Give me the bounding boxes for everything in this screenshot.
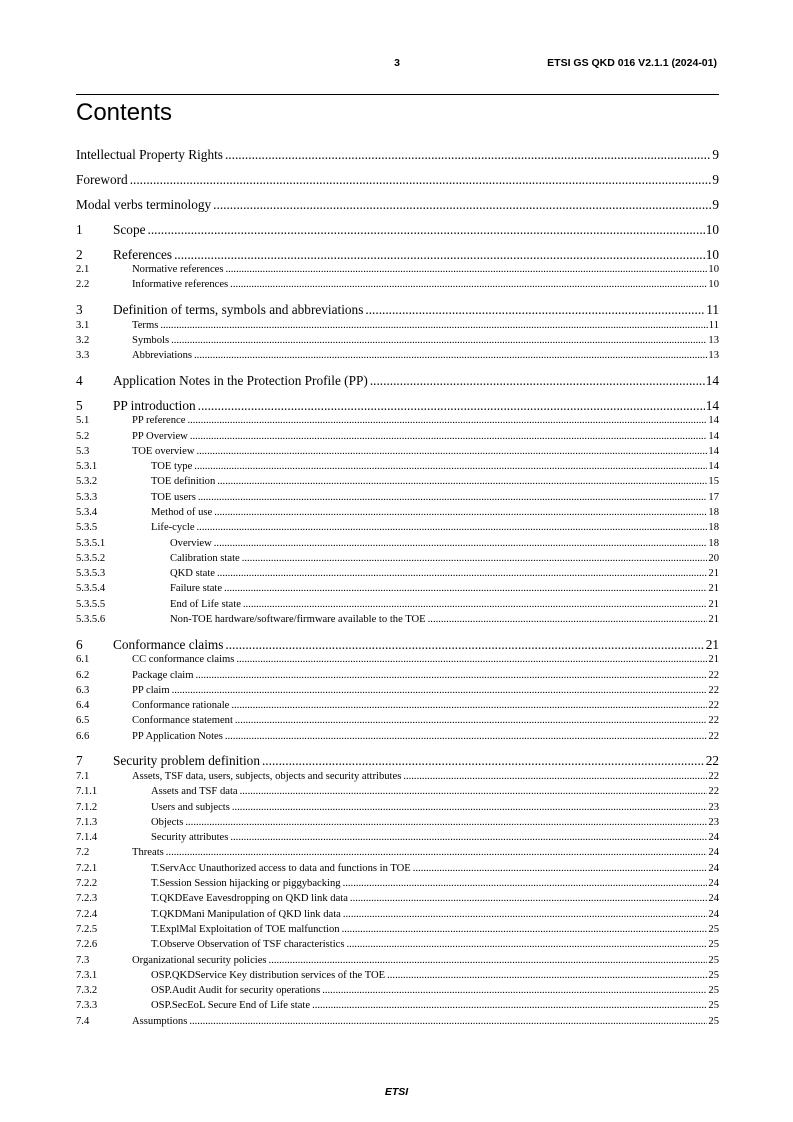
toc-dot-leader xyxy=(240,784,708,799)
toc-dot-leader xyxy=(312,998,707,1013)
toc-dot-leader xyxy=(130,172,712,188)
toc-entry-page: 24 xyxy=(708,847,719,859)
toc-entry-page: 22 xyxy=(708,770,719,782)
toc-entry-title: Conformance statement xyxy=(132,715,233,727)
toc-entry[interactable] xyxy=(76,459,719,474)
toc-entry-title: Application Notes in the Protection Profile (PP) xyxy=(113,372,368,388)
toc-entry[interactable] xyxy=(76,683,719,698)
toc-dot-leader xyxy=(322,983,707,998)
toc-entry-number: 7.2.4 xyxy=(76,908,98,920)
toc-entry[interactable] xyxy=(76,729,719,744)
toc-dot-leader xyxy=(224,581,707,596)
toc-entry-number: 2.1 xyxy=(76,264,90,276)
toc-dot-leader xyxy=(242,551,708,566)
toc-entry-page: 13 xyxy=(708,350,719,362)
toc-entry-number: 6.2 xyxy=(76,669,90,681)
toc-dot-leader xyxy=(428,612,708,627)
toc-entry-title: Calibration state xyxy=(170,552,240,564)
toc-dot-leader xyxy=(343,907,708,922)
toc-entry[interactable] xyxy=(76,953,719,968)
toc-entry-number: 7.2.1 xyxy=(76,862,98,874)
toc-entry-number: 7.1.1 xyxy=(76,786,98,798)
toc-entry-title: Non-TOE hardware/software/firmware available to the TOE xyxy=(170,614,426,626)
toc-entry-page: 10 xyxy=(705,246,719,262)
toc-entry[interactable] xyxy=(76,998,719,1013)
toc-dot-leader xyxy=(198,490,708,505)
toc-entry-title: CC conformance claims xyxy=(132,654,235,666)
toc-entry-page: 21 xyxy=(708,614,719,626)
toc-entry[interactable] xyxy=(76,891,719,906)
toc-entry-title: Conformance claims xyxy=(113,636,224,652)
toc-entry-title: Assets and TSF data xyxy=(151,786,238,798)
toc-entry-page: 10 xyxy=(705,221,719,237)
toc-dot-leader xyxy=(198,398,705,414)
toc-entry[interactable] xyxy=(76,713,719,728)
toc-entry-title: Assets, TSF data, users, subjects, objects and security attributes xyxy=(132,770,402,782)
toc-dot-leader xyxy=(232,800,708,815)
toc-dot-leader xyxy=(217,474,707,489)
toc-entry[interactable] xyxy=(76,769,719,784)
toc-dot-leader xyxy=(343,876,708,891)
toc-entry-number: 6 xyxy=(76,636,83,652)
toc-entry-number: 5.3.5 xyxy=(76,522,98,534)
toc-entry-page: 11 xyxy=(708,319,719,331)
toc-entry-title: PP reference xyxy=(132,415,186,427)
toc-dot-leader xyxy=(225,729,708,744)
toc-entry-number: 6.5 xyxy=(76,715,90,727)
toc-dot-leader xyxy=(262,753,705,769)
toc-dot-leader xyxy=(225,262,707,277)
toc-dot-leader xyxy=(230,830,707,845)
toc-entry-title: Modal verbs terminology xyxy=(76,196,212,212)
toc-entry[interactable] xyxy=(76,373,719,389)
toc-entry[interactable] xyxy=(76,922,719,937)
toc-entry-number: 6.4 xyxy=(76,700,90,712)
toc-entry[interactable] xyxy=(76,474,719,489)
toc-entry-number: 4 xyxy=(76,372,83,388)
toc-entry-title: OSP.Audit Audit for security operations xyxy=(151,985,321,997)
toc-entry-title: Security attributes xyxy=(151,832,229,844)
toc-dot-leader xyxy=(225,147,711,163)
toc-entry-page: 25 xyxy=(708,954,719,966)
toc-entry-number: 3 xyxy=(76,302,83,318)
toc-entry-number: 5.3 xyxy=(76,445,90,457)
toc-entry[interactable] xyxy=(76,302,719,318)
toc-entry-title: Scope xyxy=(113,221,146,237)
toc-entry[interactable] xyxy=(76,1014,719,1029)
toc-dot-leader xyxy=(243,597,708,612)
toc-dot-leader xyxy=(231,698,707,713)
toc-dot-leader xyxy=(413,861,708,876)
toc-entry-title: PP Application Notes xyxy=(132,730,223,742)
toc-entry-number: 7.1.3 xyxy=(76,816,98,828)
toc-entry[interactable] xyxy=(76,222,719,238)
toc-entry[interactable] xyxy=(76,348,719,363)
toc-entry-page: 25 xyxy=(708,1015,719,1027)
toc-entry-title: Conformance rationale xyxy=(132,700,230,712)
toc-entry-page: 13 xyxy=(708,334,719,346)
toc-dot-leader xyxy=(236,652,707,667)
toc-entry-number: 5.3.4 xyxy=(76,507,98,518)
toc-entry-page: 23 xyxy=(708,801,719,813)
toc-entry-title: T.Session Session hijacking or piggybacking xyxy=(151,878,341,890)
toc-entry-page: 10 xyxy=(708,279,719,291)
toc-entry-number: 7.1 xyxy=(76,770,90,782)
toc-entry-number: 7.2.5 xyxy=(76,923,98,935)
toc-entry[interactable] xyxy=(76,277,719,292)
toc-entry-title: References xyxy=(113,246,173,262)
toc-entry-number: 7.3.3 xyxy=(76,1000,98,1012)
toc-entry-page: 14 xyxy=(708,461,719,473)
toc-dot-leader xyxy=(195,668,707,683)
toc-entry-title: QKD state xyxy=(170,568,216,580)
toc-entry-title: Assumptions xyxy=(132,1015,188,1027)
toc-entry-page: 22 xyxy=(708,715,719,727)
toc-entry-number: 5.3.3 xyxy=(76,491,98,503)
toc-entry-page: 21 xyxy=(708,654,719,666)
toc-entry[interactable] xyxy=(76,815,719,830)
toc-dot-leader xyxy=(214,505,707,520)
toc-entry-number: 5.2 xyxy=(76,430,90,442)
toc-entry-title: Overview xyxy=(170,537,212,549)
toc-entry[interactable] xyxy=(76,753,719,769)
toc-entry-title: Normative references xyxy=(132,264,224,276)
toc-entry-title: Abbreviations xyxy=(132,350,193,362)
toc-entry-page: 25 xyxy=(708,939,719,951)
toc-entry-number: 7.2.2 xyxy=(76,878,98,890)
toc-entry[interactable] xyxy=(76,197,719,213)
toc-entry-title: Terms xyxy=(132,319,159,331)
toc-entry-page: 9 xyxy=(712,171,719,187)
toc-entry-page: 22 xyxy=(708,669,719,681)
toc-dot-leader xyxy=(403,769,707,784)
toc-entry-title: Intellectual Property Rights xyxy=(76,147,223,162)
toc-dot-leader xyxy=(194,459,707,474)
toc-entry[interactable] xyxy=(76,247,719,263)
toc-entry[interactable] xyxy=(76,637,719,653)
toc-entry-page: 10 xyxy=(708,264,719,276)
toc-entry-title: OSP.QKDService Key distribution services of the TOE xyxy=(151,969,386,981)
toc-dot-leader xyxy=(196,444,707,459)
toc-entry-title: PP claim xyxy=(132,684,170,696)
toc-entry-page: 18 xyxy=(708,537,719,549)
toc-entry[interactable] xyxy=(76,830,719,845)
toc-entry-page: 21 xyxy=(708,568,719,580)
toc-entry[interactable] xyxy=(76,983,719,998)
toc-entry-number: 5.1 xyxy=(76,415,90,427)
toc-entry-title: Package claim xyxy=(132,669,194,681)
toc-entry-page: 24 xyxy=(708,832,719,844)
toc-dot-leader xyxy=(194,348,707,363)
toc-entry-page: 22 xyxy=(708,730,719,742)
footer-etsi: ETSI xyxy=(384,1086,409,1098)
toc-entry-number: 6.1 xyxy=(76,654,90,666)
toc-entry[interactable] xyxy=(76,968,719,983)
toc-entry[interactable] xyxy=(76,698,719,713)
toc-entry-title: T.ExplMal Exploitation of TOE malfunction xyxy=(151,923,340,935)
toc-entry[interactable] xyxy=(76,668,719,683)
toc-entry-title: TOE definition xyxy=(151,476,216,488)
toc-entry-title: TOE users xyxy=(151,491,196,503)
toc-entry[interactable] xyxy=(76,876,719,891)
toc-entry-number: 6.6 xyxy=(76,730,90,742)
toc-entry-number: 7 xyxy=(76,753,83,769)
toc-dot-leader xyxy=(172,683,708,698)
toc-entry-page: 21 xyxy=(708,598,719,610)
toc-entry-page: 24 xyxy=(708,862,719,874)
toc-entry[interactable] xyxy=(76,652,719,667)
toc-entry-page: 15 xyxy=(708,476,719,488)
toc-entry-page: 24 xyxy=(708,908,719,920)
toc-dot-leader xyxy=(350,891,707,906)
toc-entry-number: 3.3 xyxy=(76,350,90,362)
toc-entry-page: 25 xyxy=(708,1000,719,1012)
toc-entry-page: 21 xyxy=(708,583,719,595)
toc-dot-leader xyxy=(187,413,707,428)
table-of-contents xyxy=(76,147,719,1029)
toc-dot-leader xyxy=(370,373,705,389)
toc-entry-number: 5.3.5.3 xyxy=(76,568,106,580)
toc-entry-number: 7.1.4 xyxy=(76,832,98,844)
toc-dot-leader xyxy=(166,845,708,860)
toc-entry-number: 2 xyxy=(76,246,83,262)
header-rule xyxy=(76,94,719,95)
toc-entry-title: T.ServAcc Unauthorized access to data and functions in TOE xyxy=(151,862,411,874)
toc-entry-number: 7.3 xyxy=(76,954,90,966)
toc-entry-number: 7.1.2 xyxy=(76,801,98,813)
toc-dot-leader xyxy=(171,333,707,348)
toc-entry[interactable] xyxy=(76,413,719,428)
toc-entry[interactable] xyxy=(76,937,719,952)
toc-entry[interactable] xyxy=(76,398,719,414)
toc-entry-number: 1 xyxy=(76,221,83,237)
toc-dot-leader xyxy=(174,247,705,263)
toc-entry-page: 23 xyxy=(708,816,719,828)
toc-entry-number: 5.3.5.5 xyxy=(76,598,106,610)
toc-dot-leader xyxy=(189,1014,707,1029)
toc-entry-title: Definition of terms, symbols and abbreviations xyxy=(113,302,364,318)
toc-entry[interactable] xyxy=(76,784,719,799)
toc-dot-leader xyxy=(214,536,708,551)
toc-dot-leader xyxy=(185,815,707,830)
toc-dot-leader xyxy=(217,566,707,581)
toc-entry-title: TOE overview xyxy=(132,445,195,457)
toc-entry-page: 14 xyxy=(708,430,719,442)
toc-entry-number: 5.3.5.4 xyxy=(76,583,106,595)
toc-dot-leader xyxy=(197,520,708,535)
toc-dot-leader xyxy=(235,713,708,728)
toc-dot-leader xyxy=(365,302,705,318)
toc-entry-page: 20 xyxy=(708,552,719,564)
document-id: ETSI GS QKD 016 V2.1.1 (2024-01) xyxy=(547,57,717,69)
toc-entry[interactable] xyxy=(76,597,719,612)
toc-dot-leader xyxy=(387,968,707,983)
toc-entry[interactable] xyxy=(76,333,719,348)
toc-dot-leader xyxy=(160,318,707,333)
toc-entry-page: 21 xyxy=(705,636,719,652)
toc-entry-title: T.QKDEave Eavesdropping on QKD link data xyxy=(151,893,348,905)
toc-entry-page: 22 xyxy=(708,684,719,696)
toc-entry-number: 5.3.5.6 xyxy=(76,614,106,626)
toc-entry[interactable] xyxy=(76,800,719,815)
toc-entry-page: 17 xyxy=(708,491,719,503)
toc-entry-title: Organizational security policies xyxy=(132,954,267,966)
toc-entry-number: 3.2 xyxy=(76,334,90,346)
toc-entry[interactable] xyxy=(76,444,719,459)
toc-entry[interactable] xyxy=(76,172,719,188)
toc-entry[interactable] xyxy=(76,907,719,922)
toc-entry[interactable] xyxy=(76,505,719,520)
toc-entry-title: Method of use xyxy=(151,507,213,518)
toc-entry[interactable] xyxy=(76,520,719,535)
toc-entry-number: 7.2 xyxy=(76,847,90,859)
toc-entry-page: 22 xyxy=(708,700,719,712)
toc-entry-page: 9 xyxy=(712,196,719,212)
toc-entry-page: 25 xyxy=(708,923,719,935)
toc-entry[interactable] xyxy=(76,566,719,581)
toc-entry-number: 5.3.5.1 xyxy=(76,537,106,549)
toc-entry-number: 5 xyxy=(76,397,83,413)
toc-entry-title: End of Life state xyxy=(170,598,241,610)
toc-entry-page: 22 xyxy=(705,753,719,769)
toc-entry-page: 24 xyxy=(708,893,719,905)
toc-entry-page: 14 xyxy=(705,397,719,413)
toc-dot-leader xyxy=(230,277,707,292)
toc-entry[interactable] xyxy=(76,429,719,444)
toc-entry-title: T.Observe Observation of TSF characteristics xyxy=(151,939,345,951)
toc-entry-number: 2.2 xyxy=(76,279,90,291)
toc-entry-title: TOE type xyxy=(151,461,193,473)
toc-entry[interactable] xyxy=(76,536,719,551)
toc-entry[interactable] xyxy=(76,262,719,277)
toc-entry-title: Users and subjects xyxy=(151,801,230,813)
toc-entry-number: 3.1 xyxy=(76,319,90,331)
toc-entry-number: 6.3 xyxy=(76,684,90,696)
toc-entry-title: Threats xyxy=(132,847,164,859)
toc-entry-number: 5.3.5.2 xyxy=(76,552,106,564)
toc-entry-title: Symbols xyxy=(132,334,170,346)
toc-entry-number: 7.2.3 xyxy=(76,893,98,905)
toc-entry-page: 25 xyxy=(708,985,719,997)
toc-entry[interactable] xyxy=(76,861,719,876)
toc-entry-title: PP introduction xyxy=(113,397,196,413)
toc-dot-leader xyxy=(269,953,708,968)
toc-entry-title: Informative references xyxy=(132,279,229,291)
toc-entry-title: OSP.SecEoL Secure End of Life state xyxy=(151,1000,311,1012)
toc-entry-number: 5.3.1 xyxy=(76,461,98,473)
toc-entry-number: 7.2.6 xyxy=(76,939,98,951)
toc-entry-title: Security problem definition xyxy=(113,753,260,769)
toc-entry-title: Life-cycle xyxy=(151,522,195,534)
toc-entry[interactable] xyxy=(76,612,719,627)
toc-entry-number: 5.3.2 xyxy=(76,476,98,488)
toc-entry-title: Failure state xyxy=(170,583,223,595)
toc-entry-title: Objects xyxy=(151,816,184,828)
toc-entry-page: 14 xyxy=(708,445,719,457)
toc-entry-page: 22 xyxy=(708,786,719,798)
toc-entry[interactable] xyxy=(76,581,719,596)
toc-entry[interactable] xyxy=(76,845,719,860)
toc-entry-title: T.QKDMani Manipulation of QKD link data xyxy=(151,908,341,920)
toc-entry-page: 14 xyxy=(708,415,719,427)
toc-entry-page: 25 xyxy=(708,969,719,981)
toc-entry-number: 7.3.1 xyxy=(76,969,98,981)
page-number: 3 xyxy=(394,57,400,69)
toc-entry-page: 18 xyxy=(708,507,719,518)
toc-entry-number: 7.3.2 xyxy=(76,985,98,997)
toc-entry-page: 9 xyxy=(712,147,719,162)
toc-dot-leader xyxy=(190,429,708,444)
toc-entry-page: 14 xyxy=(705,372,719,388)
toc-dot-leader xyxy=(148,222,705,238)
toc-entry-page: 24 xyxy=(708,878,719,890)
toc-entry-page: 11 xyxy=(706,302,719,318)
toc-entry[interactable] xyxy=(76,490,719,505)
toc-entry-page: 18 xyxy=(708,522,719,534)
page-title: Contents xyxy=(76,99,173,126)
toc-entry[interactable] xyxy=(76,551,719,566)
toc-dot-leader xyxy=(342,922,708,937)
toc-entry-title: PP Overview xyxy=(132,430,188,442)
toc-entry[interactable] xyxy=(76,318,719,333)
toc-dot-leader xyxy=(213,197,711,213)
toc-entry-number: 7.4 xyxy=(76,1015,90,1027)
toc-dot-leader xyxy=(346,937,707,952)
toc-entry-title: Foreword xyxy=(76,171,128,187)
toc-dot-leader xyxy=(225,637,704,653)
toc-entry[interactable] xyxy=(76,147,719,163)
